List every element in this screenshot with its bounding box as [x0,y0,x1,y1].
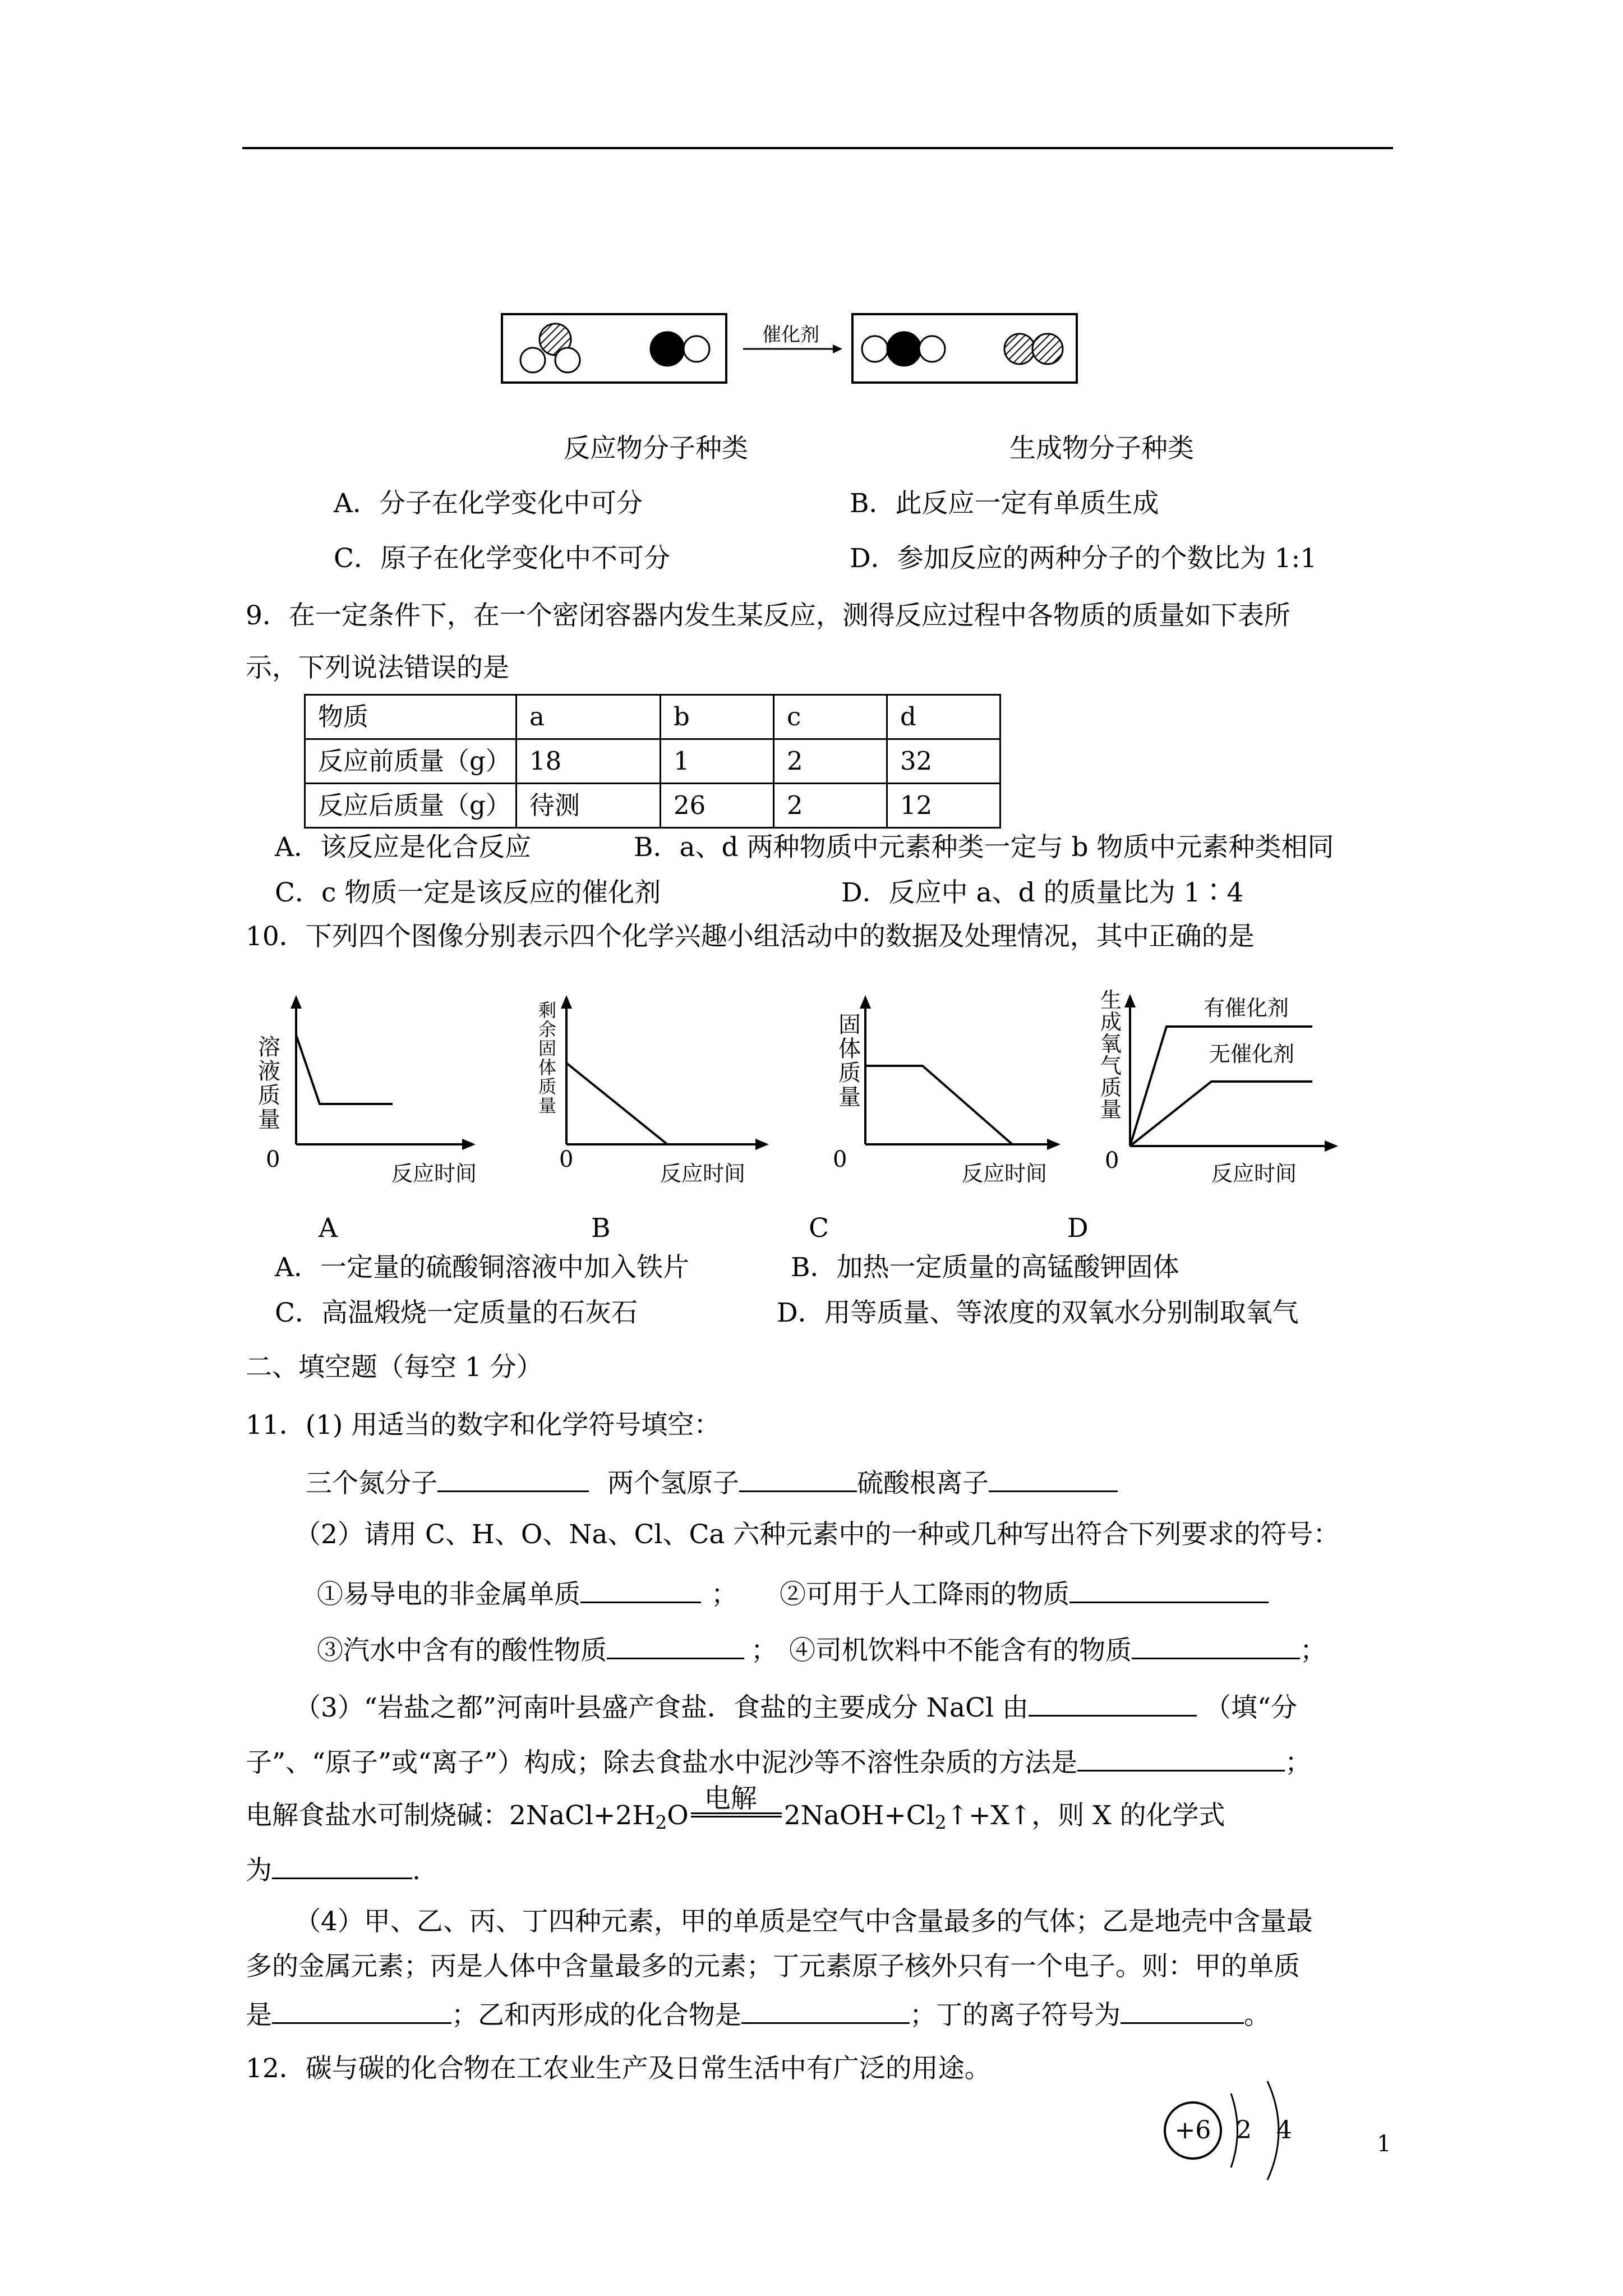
q11-part4-line1: （4）甲、乙、丙、丁四种元素，甲的单质是空气中含量最多的气体；乙是地壳中含量最 [294,1906,1313,1937]
prompt-text: 两个氢原子 [607,1468,739,1499]
equation-text: 2NaOH+Cl [783,1800,935,1831]
prompt-text: ③汽水中含有的酸性物质 [317,1635,607,1666]
graph-y-label-char: 成 [1100,1010,1122,1034]
graph-c [827,993,1085,1200]
table-cell: 18 [517,739,661,784]
answer-blank[interactable] [741,1996,910,2024]
graph-origin: 0 [1105,1148,1119,1174]
section-title: 二、填空题（每空 1 分） [246,1352,543,1383]
q8-option-b: B．此反应一定有单质生成 [850,488,1159,519]
answer-blank[interactable] [989,1464,1118,1492]
graph-b [536,993,794,1200]
graph-y-label-char: 质 [1100,1075,1122,1100]
q10-option-c: C．高温煅烧一定质量的石灰石 [275,1297,638,1328]
graph-origin: 0 [266,1147,280,1172]
q8-option-d: D．参加反应的两种分子的个数比为 1:1 [850,543,1317,574]
prompt-text: （3）“岩盐之都”河南叶县盛产食盐．食盐的主要成分 NaCl 由 [294,1692,1029,1723]
electrolysis-label: 电解 [704,1783,757,1815]
graph-y-label-char: 量 [538,1095,557,1116]
prompt-text: 子”、“原子”或“离子”）构成；除去食盐水中泥沙等不溶性杂质的方法是 [246,1747,1078,1778]
q11-part4-line2: 多的金属元素；丙是人体中含量最多的元素；丁元素原子核外只有一个电子。则：甲的单质 [246,1951,1300,1982]
prompt-text: ；丁的离子符号为 [910,2000,1121,2031]
table-cell: 反应前质量（g） [305,739,517,784]
graph-y-label-char: 体 [538,1057,557,1078]
black-atom [887,332,921,366]
graph-y-label-char: 气 [1100,1053,1122,1078]
catalyst-label: 催化剂 [762,324,819,346]
table-cell: 1 [661,739,774,784]
curve [566,1063,667,1144]
hatched-atom [1032,334,1063,364]
punctuation: ； [1285,1747,1312,1778]
answer-blank[interactable] [437,1464,589,1492]
q11-part2-title: （2）请用 C、H、O、Na、Cl、Ca 六种元素中的一种或几种写出符合下列要求的符号： [294,1519,1340,1550]
answer-blank[interactable] [272,1851,412,1879]
white-atom [520,348,545,372]
subscript: 2 [655,1811,667,1834]
q11-part3-line1 [294,1688,1297,1724]
table-cell: 32 [887,739,1000,784]
prompt-text: 是 [246,2000,272,2031]
graph-y-label-char: 氧 [1100,1032,1122,1056]
graph-y-label-char: 量 [1100,1097,1122,1122]
header-rule [242,147,1393,149]
graph-d-letter: D [1067,1213,1089,1244]
punctuation: ； [1299,1635,1326,1666]
graph-y-label-char: 质 [258,1083,280,1108]
graph-y-label-char: 质 [838,1060,861,1086]
graph-y-label-char: 溶 [258,1034,280,1060]
graph-x-label: 反应时间 [391,1161,477,1186]
reaction-diagram [494,303,1150,398]
nucleus-charge: +6 [1174,2116,1211,2145]
table-cell: a [517,695,661,739]
table-cell: 12 [887,784,1000,828]
q9-option-b: B．a、d 两种物质中元素种类一定与 b 物质中元素种类相同 [634,832,1334,863]
prompt-text: 为 [246,1855,272,1886]
table-cell: 反应后质量（g） [305,784,517,828]
prompt-text: 硫酸根离子 [856,1468,989,1499]
table-cell: b [661,695,774,739]
graph-y-label-char: 液 [258,1059,280,1084]
graph-y-label-char: 剩 [538,1000,557,1021]
graph-a [258,993,494,1200]
q10-option-b: B．加热一定质量的高锰酸钾固体 [791,1252,1179,1283]
table-row [305,784,1000,828]
graph-a-letter: A [319,1213,338,1244]
subscript: 2 [934,1811,947,1834]
graph-x-label: 反应时间 [1211,1161,1297,1186]
graph-origin: 0 [833,1147,847,1172]
q8-option-a: A．分子在化学变化中可分 [334,488,643,519]
punctuation: 。 [1244,2000,1270,2031]
table-cell: 26 [661,784,774,828]
graph-y-label-char: 体 [838,1036,861,1062]
q10-option-d: D．用等质量、等浓度的双氧水分别制取氧气 [777,1297,1299,1328]
graph-origin: 0 [559,1147,574,1172]
page-number: 1 [1377,2131,1391,2157]
graph-y-label-char: 质 [538,1076,557,1097]
answer-blank[interactable] [607,1631,744,1659]
q12-stem: 12．碳与碳的化合物在工农业生产及日常生活中有广泛的用途。 [246,2053,991,2084]
carbon-atom-diagram [1150,2053,1318,2221]
curve-without-catalyst [1130,1082,1312,1146]
curve [865,1066,1012,1144]
punctuation: ； [751,1635,777,1666]
white-atom [684,336,709,362]
graph-c-letter: C [809,1213,829,1244]
shell-1-electrons: 2 [1236,2116,1252,2145]
table-header-row [305,695,1000,739]
table-cell: d [887,695,1000,739]
answer-blank[interactable] [1069,1575,1269,1603]
curve [296,1035,393,1104]
equation-text: 电解食盐水可制烧碱：2NaCl+2H [246,1800,656,1831]
white-atom [919,336,945,362]
black-atom [651,332,684,366]
graph-y-label-char: 固 [838,1012,861,1038]
answer-blank[interactable] [1077,1743,1285,1772]
answer-blank[interactable] [1029,1688,1197,1717]
answer-blank[interactable] [1132,1631,1300,1659]
prompt-text: 三个氮分子 [306,1468,437,1499]
table-cell: 2 [774,739,887,784]
graph-x-label: 反应时间 [660,1161,746,1186]
q9-stem-line2: 示，下列说法错误的是 [246,652,509,683]
punctuation: . [412,1855,421,1886]
q10-stem: 10．下列四个图像分别表示四个化学兴趣小组活动中的数据及处理情况，其中正确的是 [246,921,1255,952]
prompt-text: ①易导电的非金属单质 [317,1579,580,1610]
q11-part1-title: 11．(1) 用适当的数字和化学符号填空： [246,1410,721,1441]
answer-blank[interactable] [739,1464,857,1492]
q11-part1-blanks [306,1464,1118,1499]
q9-mass-table [304,694,1001,829]
equation-text: ↑+X↑，则 X 的化学式 [946,1800,1225,1831]
legend-without-catalyst: 无催化剂 [1209,1042,1295,1066]
graph-y-label-char: 生 [1100,988,1122,1013]
table-cell: 待测 [517,784,661,828]
equation-text: O [667,1800,689,1831]
graph-b-letter: B [591,1213,611,1244]
graph-d [1099,987,1391,1200]
product-caption: 生成物分子种类 [1009,433,1194,464]
legend-with-catalyst: 有催化剂 [1204,996,1289,1020]
graph-x-label: 反应时间 [962,1161,1048,1186]
white-atom [862,336,888,362]
table-cell: c [774,695,887,739]
punctuation: ； [711,1579,737,1610]
table-cell: 2 [774,784,887,828]
q9-stem-line1: 9．在一定条件下，在一个密闭容器内发生某反应，测得反应过程中各物质的质量如下表所 [246,600,1290,631]
q11-part3-line3 [246,1783,1225,1834]
hatched-atom [1004,334,1035,364]
prompt-text: （填“分 [1204,1692,1298,1723]
graph-y-label-char: 量 [258,1107,280,1133]
electrolysis-arrow [689,1783,784,1824]
q9-option-a: A．该反应是化合反应 [275,832,531,863]
q11-part4-line3 [246,1996,1270,2031]
graph-y-label-char: 量 [838,1084,861,1110]
shell-2-electrons: 4 [1276,2116,1292,2145]
reactant-caption: 反应物分子种类 [564,433,748,464]
answer-blank[interactable] [272,1996,451,2024]
prompt-text: ；乙和丙形成的化合物是 [451,2000,741,2031]
q11-part3-line2 [246,1743,1311,1779]
answer-blank[interactable] [580,1575,701,1603]
q8-option-c: C．原子在化学变化中不可分 [334,543,670,574]
prompt-text: ④司机饮料中不能含有的物质 [789,1635,1132,1666]
graph-y-label-char: 固 [538,1038,557,1059]
q11-part2-line1 [317,1575,1269,1611]
q9-option-d: D．反应中 a、d 的质量比为 1∶4 [841,877,1244,908]
answer-blank[interactable] [1121,1996,1244,2024]
q11-part3-line4 [246,1851,421,1887]
prompt-text: ②可用于人工降雨的物质 [779,1579,1069,1610]
q10-option-a: A．一定量的硫酸铜溶液中加入铁片 [275,1252,689,1283]
table-row [305,739,1000,784]
white-atom [555,348,580,372]
q9-option-c: C．c 物质一定是该反应的催化剂 [275,877,661,908]
table-cell: 物质 [305,695,517,739]
graph-y-label-char: 余 [538,1019,557,1040]
q11-part2-line2 [317,1631,1326,1667]
